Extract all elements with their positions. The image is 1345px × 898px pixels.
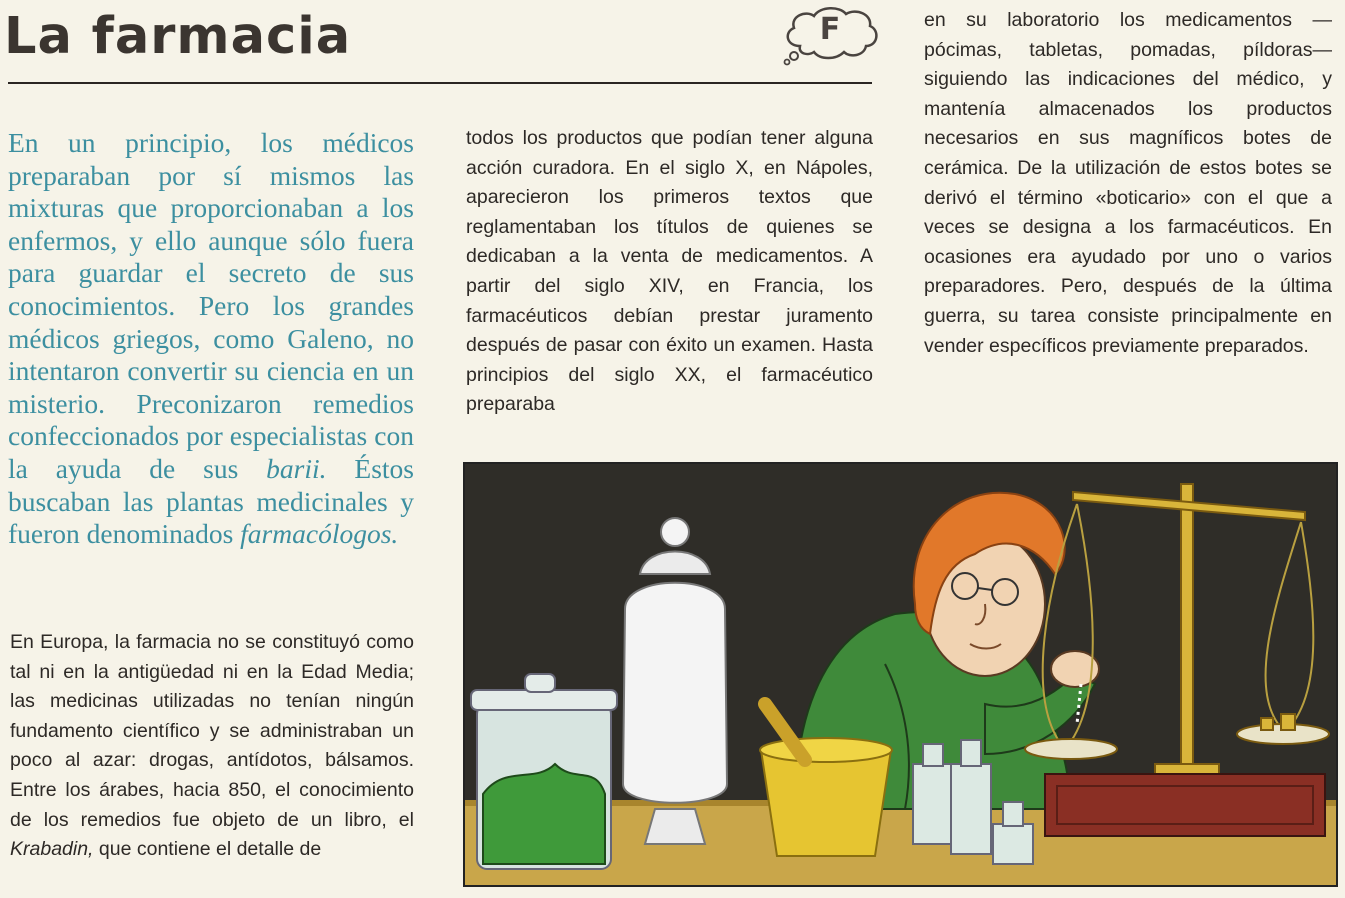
- intro-term-barii: barii.: [266, 452, 327, 484]
- intro-term-farmacologos: farmacólogos.: [240, 518, 399, 550]
- page-title: La farmacia: [4, 7, 352, 66]
- illustration-drawing: [465, 464, 1336, 885]
- intro-text-1: En un principio, los médicos preparaban por sí mismos las mixturas que proporcionaban a los enfermos, y ello aunque sólo fuera para guardar el secreto de sus conocimientos. Pero los grandes médicos griegos, como Galeno, no intentaron convertir su ciencia en un misterio. Preconizaron remedios confeccionados por especialistas con la ayuda de sus: [8, 127, 414, 484]
- badge-letter: F: [819, 12, 841, 47]
- body-column-3: en su laboratorio los medicamentos — pócimas, tabletas, pomadas, píldoras— siguiendo las indicaciones del médico, y mantenía almacenados los productos necesarios en sus magníficos botes de cerámica. De la utilización de estos botes se derivó el término «boticario» con el que a veces se designa a los farmacéuticos. En ocasiones era ayudado por uno o varios preparadores. Pero, después de la última guerra, su tarea consiste principalmente en vender específicos previamente preparados.: [924, 9, 1332, 357]
- section-letter-badge: [780, 6, 880, 66]
- intro-text-2: Éstos buscaban las plantas medicinales y fueron denominados: [8, 452, 414, 550]
- body-column-2: todos los productos que podían tener alguna acción curadora. En el siglo X, en Nápoles, aparecieron los primeros textos que reglamentaban los títulos de quienes se dedicaban a la venta de medicamentos. A partir del siglo XIV, en Francia, los farmacéuticos debían prestar juramento después de pasar con éxito un examen. Hasta principios del siglo XX, el farmacéutico preparaba: [466, 127, 873, 416]
- column1-text-1: En Europa, la farmacia no se constituyó como tal ni en la antigüedad ni en la Edad Media; las medicinas utilizadas no tenían ningún fundamento científico y se administraban un poco al azar: drogas, antídotos, bálsamos. Entre los árabes, hacia 850, el conocimiento de los remedios fue objeto de un libro, el: [10, 631, 414, 831]
- title-divider: [8, 82, 872, 84]
- column1-term-krabadin: Krabadin,: [10, 838, 94, 861]
- glass-jar-with-leaves: [471, 674, 617, 869]
- intro-paragraph: [8, 127, 414, 551]
- column1-text-2: que contiene el detalle de: [93, 838, 322, 861]
- body-column-1: [10, 628, 414, 865]
- pharmacist-illustration: [463, 462, 1338, 887]
- wooden-drawer-box: [1045, 774, 1325, 836]
